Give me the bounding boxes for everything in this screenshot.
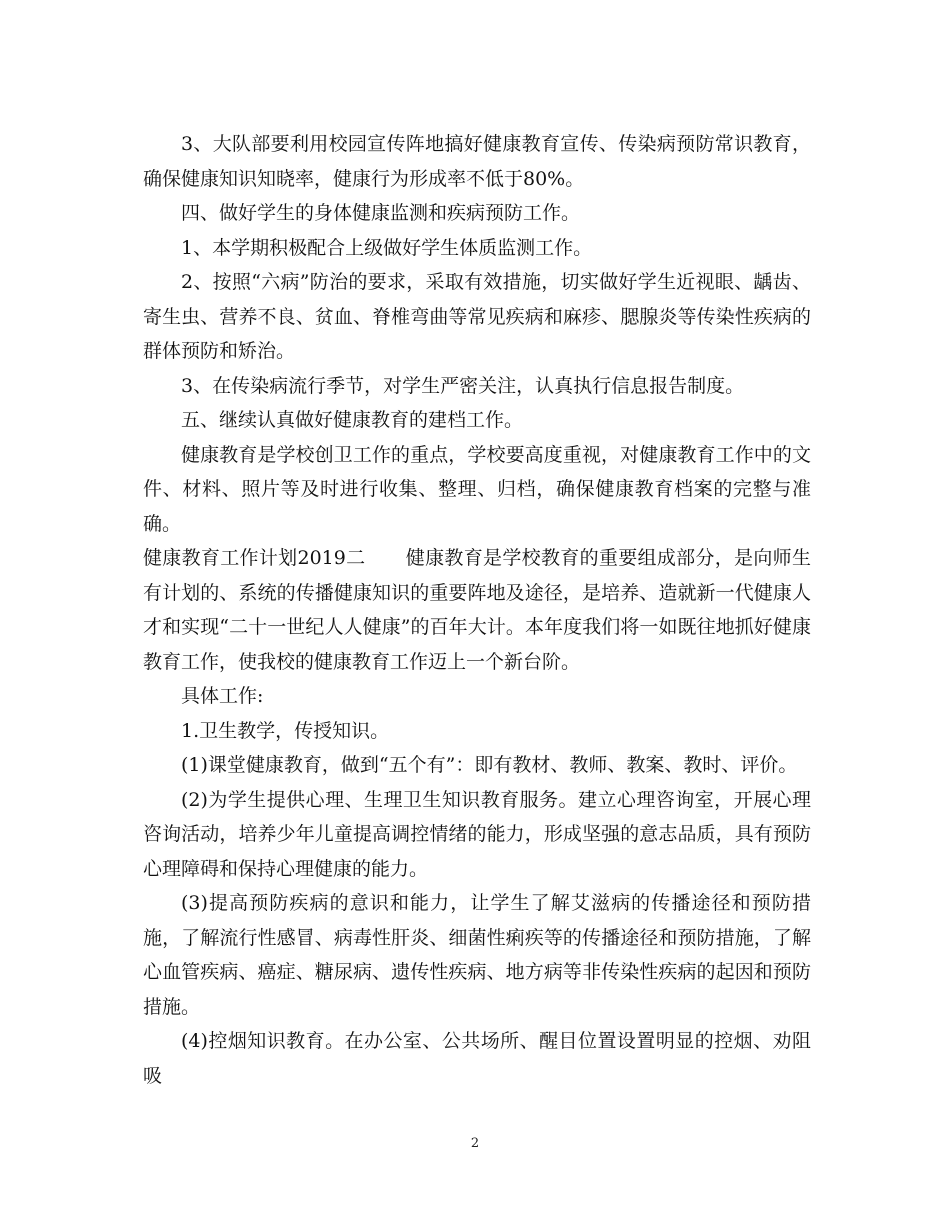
section-paragraph	[143, 541, 811, 679]
paragraph-4: 2、按照“六病”防治的要求，采取有效措施，切实做好学生近视眼、龋齿、寄生虫、营养不良、贫血、脊椎弯曲等常见疾病和麻疹、腮腺炎等传染性疾病的群体预防和矫治。	[143, 271, 811, 362]
paragraph-after-5: (3)提高预防疾病的意识和能力，让学生了解艾滋病的传播途径和预防措施，了解流行性感冒、病毒性肝炎、细菌性痢疾等的传播途径和预防措施，了解心血管疾病、癌症、糖尿病、遗传性疾病、地方病等非传染性疾病的起因和预防措施。	[143, 892, 811, 1018]
paragraph-3: 1、本学期积极配合上级做好学生体质监测工作。	[181, 236, 593, 259]
paragraph-6: 五、继续认真做好健康教育的建档工作。	[181, 409, 524, 431]
paragraph-after-2: 1.卫生教学，传授知识。	[181, 719, 390, 742]
paragraph-1: 3、大队部要利用校园宣传阵地搞好健康教育宣传、传染病预防常识教育，确保健康知识知晓率，健康行为形成率不低于80%。	[143, 133, 811, 190]
paragraph-after-4: (2)为学生提供心理、生理卫生知识教育服务。建立心理咨询室，开展心理咨询活动，培养少年儿童提高调控情绪的能力，形成坚强的意志品质，具有预防心理障碍和保持心理健康的能力。	[143, 788, 811, 880]
section-intro: 健康教育是学校教育的重要组成部分，是向师生有计划的、系统的传播健康知识的重要阵地及途径，是培养、造就新一代健康人才和实现“二十一世纪人人健康”的百年大计。本年度我们将一如既往地抓好健康教育工作，使我校的健康教育工作迈上一个新台阶。	[143, 547, 811, 673]
section-heading: 健康教育工作计划2019二	[143, 547, 366, 569]
paragraph-5: 3、在传染病流行季节，对学生严密关注，认真执行信息报告制度。	[181, 374, 745, 397]
paragraph-7: 健康教育是学校创卫工作的重点，学校要高度重视，对健康教育工作中的文件、材料、照片等及时进行收集、整理、归档，确保健康教育档案的完整与准确。	[143, 443, 811, 535]
paragraph-after-3: (1)课堂健康教育，做到“五个有”：即有教材、教师、教案、教时、评价。	[181, 754, 798, 776]
paragraph-after-6: (4)控烟知识教育。在办公室、公共场所、醒目位置设置明显的控烟、劝阻吸	[143, 1030, 811, 1087]
paragraph-2: 四、做好学生的身体健康监测和疾病预防工作。	[181, 202, 581, 224]
paragraph-after-1: 具体工作:	[181, 685, 264, 707]
document-body	[143, 127, 811, 1093]
page-number: 2	[470, 1136, 480, 1151]
